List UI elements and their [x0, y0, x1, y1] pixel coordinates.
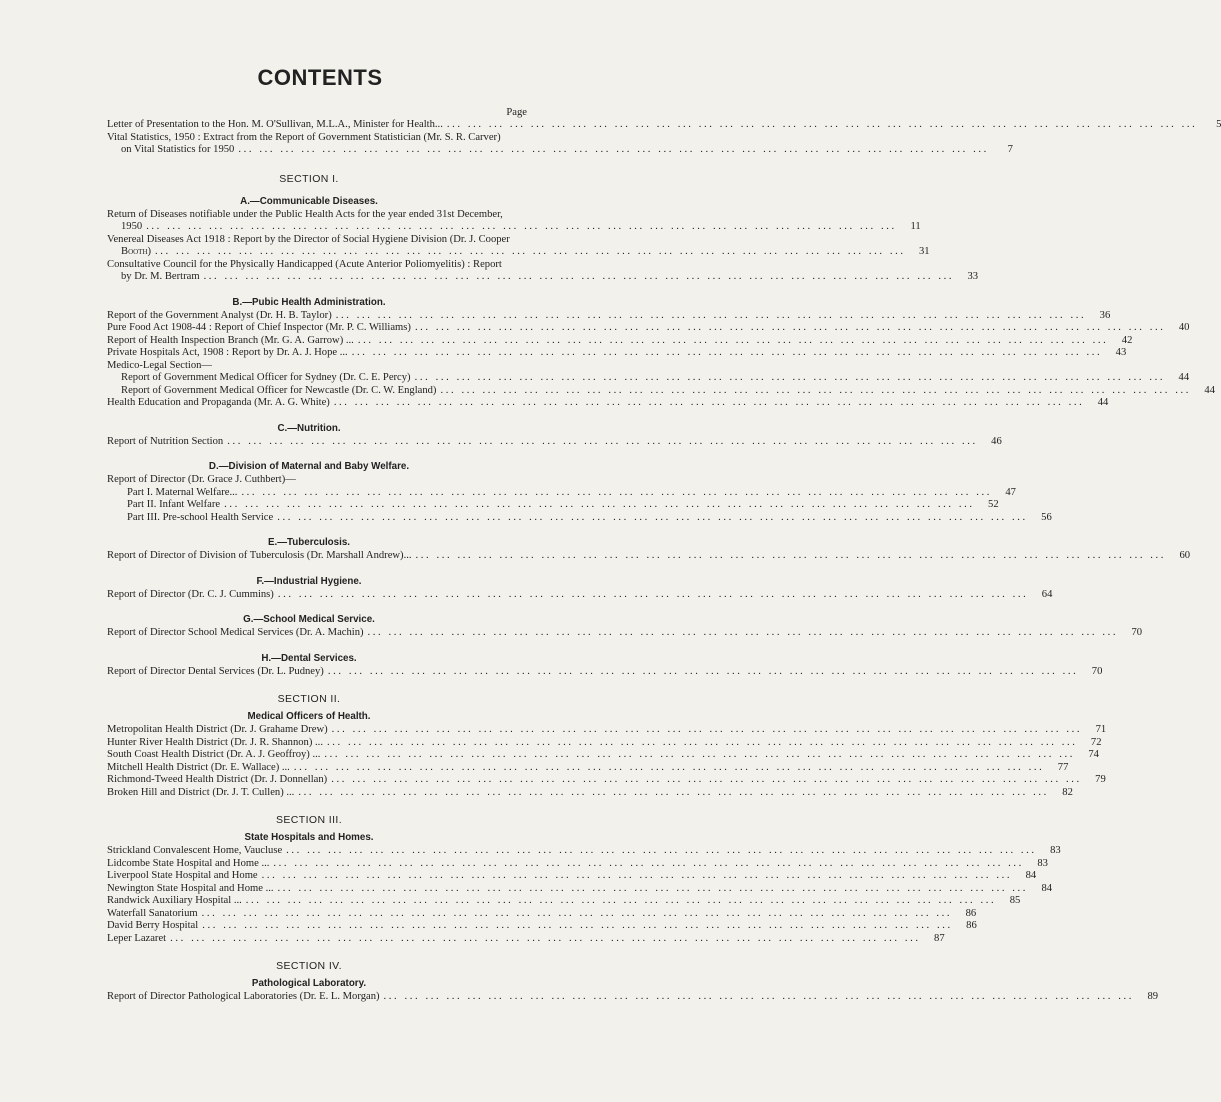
entry-page: 70 [1091, 665, 1103, 677]
entry-text: Booth) [121, 246, 152, 257]
entry-text: Liverpool State Hospital and Home [107, 870, 258, 881]
entry-page: 74 [1088, 749, 1099, 760]
entry-page: 47 [1005, 486, 1016, 498]
entry-text: Newington State Hospital and Home ... [107, 882, 274, 894]
subsection-heading: H.—Dental Services. [261, 652, 357, 664]
page-title: CONTENTS [257, 65, 383, 90]
toc-entry [107, 907, 977, 921]
subsection-heading: E.—Tuberculosis. [267, 537, 351, 548]
entry-page: 36 [1099, 309, 1111, 321]
toc-entry [107, 119, 1221, 132]
toc-entry [107, 627, 1143, 640]
entry-text: Report of Nutrition Section [107, 435, 224, 447]
entry-page: 33 [967, 271, 979, 282]
entry-text: Lidcombe State Hospital and Home ... [107, 857, 270, 869]
toc-entry [107, 724, 1107, 737]
section-heading: SECTION IV. [276, 960, 342, 972]
toc-entry [107, 920, 977, 933]
toc-entry [107, 749, 1099, 762]
entry-page: 86 [965, 907, 977, 919]
toc-entry [107, 665, 1103, 679]
entry-text: Report of the Government Analyst (Dr. H. B. Taylor) [107, 309, 332, 321]
toc-entry [107, 144, 1013, 157]
subsection-heading: G.—School Medical Service. [243, 614, 375, 625]
toc-entry [107, 761, 1069, 775]
toc-entry-line: Report of Director (Dr. Grace J. Cuthbert)— [107, 474, 296, 485]
entry-page: 82 [1062, 786, 1073, 798]
toc-entry [107, 588, 1053, 602]
entry-page: 89 [1147, 991, 1159, 1002]
toc-entry [107, 246, 930, 259]
entry-text: Report of Government Medical Officer for Sydney (Dr. C. E. Percy) [121, 372, 411, 383]
entry-text: Waterfall Sanatorium [107, 907, 198, 919]
toc-entry [107, 857, 1048, 871]
entry-text: David Berry Hospital [107, 920, 199, 931]
entry-text: Broken Hill and District (Dr. J. T. Cullen) ... [107, 786, 295, 798]
subsection-heading: B.—Pubic Health Administration. [232, 296, 386, 308]
page-column-label: Page [506, 107, 527, 118]
entry-text: Report of Director of Division of Tuberculosis (Dr. Marshall Andrew)... [107, 550, 412, 561]
subsection-heading: Pathological Laboratory. [251, 978, 367, 989]
entry-page: 11 [910, 221, 921, 232]
toc-entry [107, 786, 1073, 800]
subsection-heading: State Hospitals and Homes. [244, 832, 374, 843]
toc-entry [107, 870, 1037, 883]
entry-page: 40 [1178, 322, 1190, 333]
section-heading: SECTION III. [275, 814, 343, 826]
entry-page: 83 [1050, 845, 1061, 856]
entry-page: 71 [1095, 724, 1107, 735]
entry-text: 1950 [121, 221, 143, 232]
entry-text: South Coast Health District (Dr. A. J. Geoffroy) ... [107, 749, 321, 760]
toc-entry [107, 322, 1190, 335]
entry-text: Randwick Auxiliary Hospital ... [107, 895, 242, 906]
toc-entry [107, 845, 1061, 858]
toc-entry [107, 932, 945, 946]
entry-text: Part I. Maternal Welfare... [127, 486, 238, 498]
section-heading: SECTION II. [277, 693, 341, 705]
toc-entry [107, 347, 1127, 360]
entry-text: Report of Health Inspection Branch (Mr. G. A. Garrow) ... [107, 334, 354, 346]
toc-entry [107, 499, 999, 512]
entry-text: Leper Lazaret [107, 932, 167, 944]
entry-page: 56 [1041, 511, 1052, 523]
entry-text: Hunter River Health District (Dr. J. R. Shannon) ... [107, 736, 323, 748]
entry-page: 83 [1037, 857, 1048, 869]
entry-page: 64 [1041, 588, 1053, 600]
entry-text: Mitchell Health District (Dr. E. Wallace) ... [107, 761, 290, 773]
toc-entry [107, 991, 1159, 1004]
entry-text: Report of Government Medical Officer for Newcastle (Dr. C. W. England) [121, 384, 437, 396]
entry-text: on Vital Statistics for 1950 [121, 144, 235, 155]
entry-page: 44 [1204, 384, 1215, 396]
entry-text: by Dr. M. Bertram [121, 271, 200, 282]
entry-page: 52 [988, 499, 999, 510]
toc-entry [107, 882, 1053, 896]
toc-entry [107, 511, 1052, 525]
entry-page: 44 [1178, 372, 1190, 383]
entry-page: 77 [1057, 761, 1069, 773]
entry-page: 42 [1121, 334, 1133, 346]
toc-entry-line: Medico-Legal Section— [107, 359, 213, 371]
entry-page: 70 [1131, 627, 1143, 638]
entry-page: 7 [1007, 144, 1013, 155]
entry-text: Report of Director School Medical Services (Dr. A. Machin) [107, 627, 364, 638]
subsection-heading: D.—Division of Maternal and Baby Welfare. [208, 461, 410, 472]
toc-entry-line: Return of Diseases notifiable under the Public Health Acts for the year ended 31st December, [107, 208, 503, 220]
subsection-heading: Medical Officers of Health. [247, 711, 371, 722]
entry-text: Private Hospitals Act, 1908 : Report by Dr. A. J. Hope ... [107, 347, 348, 358]
toc-entry [107, 736, 1102, 750]
entry-page: 84 [1041, 882, 1053, 894]
entry-text: Report of Director Pathological Laboratories (Dr. E. L. Morgan) [107, 991, 380, 1002]
entry-page: 5 [1216, 119, 1221, 130]
entry-page: 31 [918, 246, 930, 257]
toc-entry-line: Venereal Diseases Act 1918 : Report by the Director of Social Hygiene Division (Dr. J. Cooper [107, 233, 510, 245]
entry-text: Richmond-Tweed Health District (Dr. J. Donnellan) [107, 774, 328, 785]
entry-text: Metropolitan Health District (Dr. J. Grahame Drew) [107, 724, 328, 735]
entry-page: 43 [1115, 347, 1127, 358]
subsection-heading: A.—Communicable Diseases. [240, 195, 378, 207]
entry-text: Report of Director (Dr. C. J. Cummins) [107, 588, 274, 600]
entry-text: Strickland Convalescent Home, Vaucluse [107, 845, 283, 856]
toc-entry [107, 486, 1016, 500]
toc-entry [107, 550, 1191, 563]
subsection-heading: C.—Nutrition. [277, 422, 341, 434]
toc-entry [107, 271, 979, 284]
toc-entry [107, 384, 1215, 398]
entry-text: Pure Food Act 1908-44 : Report of Chief Inspector (Mr. P. C. Williams) [107, 322, 411, 333]
toc-entry [107, 309, 1111, 323]
entry-text: Part III. Pre-school Health Service [127, 511, 274, 523]
entry-page: 60 [1179, 550, 1191, 561]
toc-entry [107, 372, 1190, 385]
entry-page: 86 [966, 920, 977, 931]
entry-text: Health Education and Propaganda (Mr. A. G. White) [107, 397, 330, 408]
entry-text: Letter of Presentation to the Hon. M. O'Sullivan, M.L.A., Minister for Health... [107, 119, 443, 130]
section-heading: SECTION I. [279, 172, 339, 185]
entry-text: Report of Director Dental Services (Dr. L. Pudney) [107, 665, 324, 677]
subsection-heading: F.—Industrial Hygiene. [256, 575, 362, 587]
entry-page: 46 [991, 435, 1002, 447]
toc-entry [107, 435, 1002, 449]
entry-page: 84 [1025, 870, 1037, 881]
toc-entry [107, 895, 1021, 908]
entry-page: 44 [1097, 397, 1109, 408]
entry-text: Part II. Infant Welfare [127, 499, 221, 510]
entry-page: 72 [1090, 736, 1102, 748]
entry-page: 87 [934, 932, 945, 944]
toc-entry-line: Vital Statistics, 1950 : Extract from the Report of Government Statistician (Mr. S. R. Carver) [107, 131, 501, 143]
entry-page: 85 [1009, 895, 1021, 906]
toc-entry [107, 774, 1106, 787]
toc-entry [107, 221, 921, 234]
toc-entry [107, 397, 1109, 410]
toc-entry-line: Consultative Council for the Physically Handicapped (Acute Anterior Poliomyelitis) : Report [107, 258, 502, 270]
entry-page: 79 [1095, 774, 1106, 785]
toc-entry [107, 334, 1133, 348]
